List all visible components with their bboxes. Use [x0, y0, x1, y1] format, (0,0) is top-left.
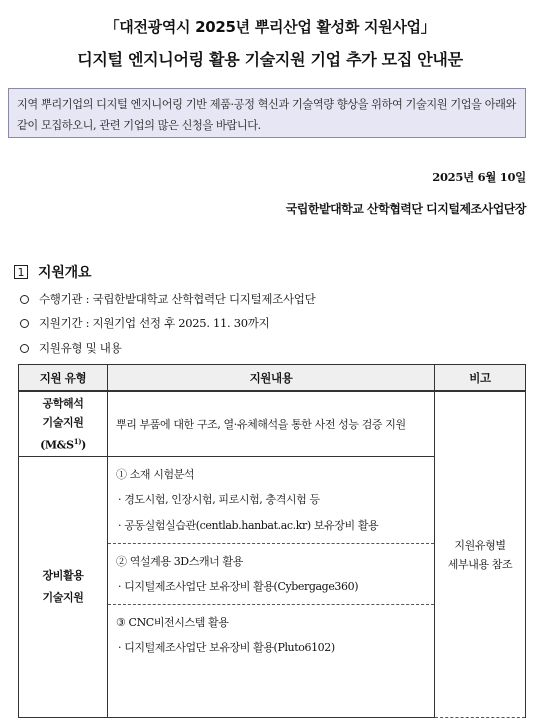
bullet-text: 지원유형 및 내용 [39, 341, 122, 355]
equipment-block-cnc-vision [108, 604, 434, 665]
type-cell-simulation [19, 391, 108, 457]
type-line: 기술지원 [42, 415, 84, 429]
type-line: 공학해석 [42, 396, 84, 410]
table-header-row [19, 365, 526, 392]
remarks-line: 지원유형별 [454, 538, 506, 552]
section-heading [14, 262, 91, 282]
footnote-marker: 1) [73, 436, 82, 446]
section-title: 지원개요 [38, 265, 92, 281]
title-line-2: 디지털 엔지니어링 활용 기술지원 기업 추가 모집 안내문 [77, 50, 463, 69]
section-number-box: 1 [14, 265, 28, 279]
notice-date: 2025년 6월 10일 [432, 170, 526, 184]
remarks-cell [435, 391, 526, 718]
content-cell-equipment [108, 457, 435, 718]
block-item: · 디지털제조사업단 보유장비 활용(Pluto6102) [118, 641, 335, 654]
circle-bullet-icon [20, 295, 29, 304]
header-support-content: 지원내용 [108, 365, 435, 392]
block-item: · 공동실험실습관(centlab.hanbat.ac.kr) 보유장비 활용 [118, 519, 379, 532]
type-cell-equipment [19, 457, 108, 718]
type-line: 장비활용 [42, 569, 84, 582]
bullet-item [20, 315, 269, 331]
intro-box: 지역 뿌리기업의 디지털 엔지니어링 기반 제품·공정 혁신과 기술역량 향상을 위하여 기술지원 기업을 아래와 같이 모집하오니, 관련 기업의 많은 신청을 바랍니다. [8, 88, 526, 138]
block-heading: ① 소재 시험분석 [116, 468, 195, 481]
equipment-block-material-test [108, 457, 434, 543]
remarks-line: 세부내용 참조 [447, 557, 513, 571]
type-line: 기술지원 [42, 591, 84, 604]
content-cell-simulation: 뿌리 부품에 대한 구조, 열·유체해석을 통한 사전 성능 검증 지원 [108, 391, 435, 457]
block-heading: ③ CNC비전시스템 활용 [116, 616, 229, 629]
bullet-item [20, 340, 121, 356]
support-type-table [18, 364, 526, 718]
equipment-block-3d-scanner [108, 543, 434, 604]
circle-bullet-icon [20, 319, 29, 328]
circle-bullet-icon [20, 344, 29, 353]
bullet-text: 지원기간 : 지원기업 선정 후 2025. 11. 30까지 [39, 316, 270, 330]
bullet-text: 수행기관 : 국립한밭대학교 산학협력단 디지털제조사업단 [39, 292, 316, 306]
block-item: · 디지털제조사업단 보유장비 활용(Cybergage360) [118, 580, 359, 593]
header-support-type: 지원 유형 [19, 365, 108, 392]
block-heading: ② 역설계용 3D스캐너 활용 [116, 555, 243, 568]
bullet-item [20, 291, 315, 307]
block-item: · 경도시험, 인장시험, 피로시험, 충격시험 등 [118, 493, 320, 506]
issuing-organization: 국립한밭대학교 산학협력단 디지털제조사업단장 [285, 202, 526, 216]
table-row [19, 391, 526, 457]
type-abbrev: $(M\&S^{1)})$ [40, 436, 86, 452]
header-remarks: 비고 [435, 365, 526, 392]
title-line-1: 「대전광역시 2025년 뿌리산업 활성화 지원사업」 [104, 18, 436, 36]
